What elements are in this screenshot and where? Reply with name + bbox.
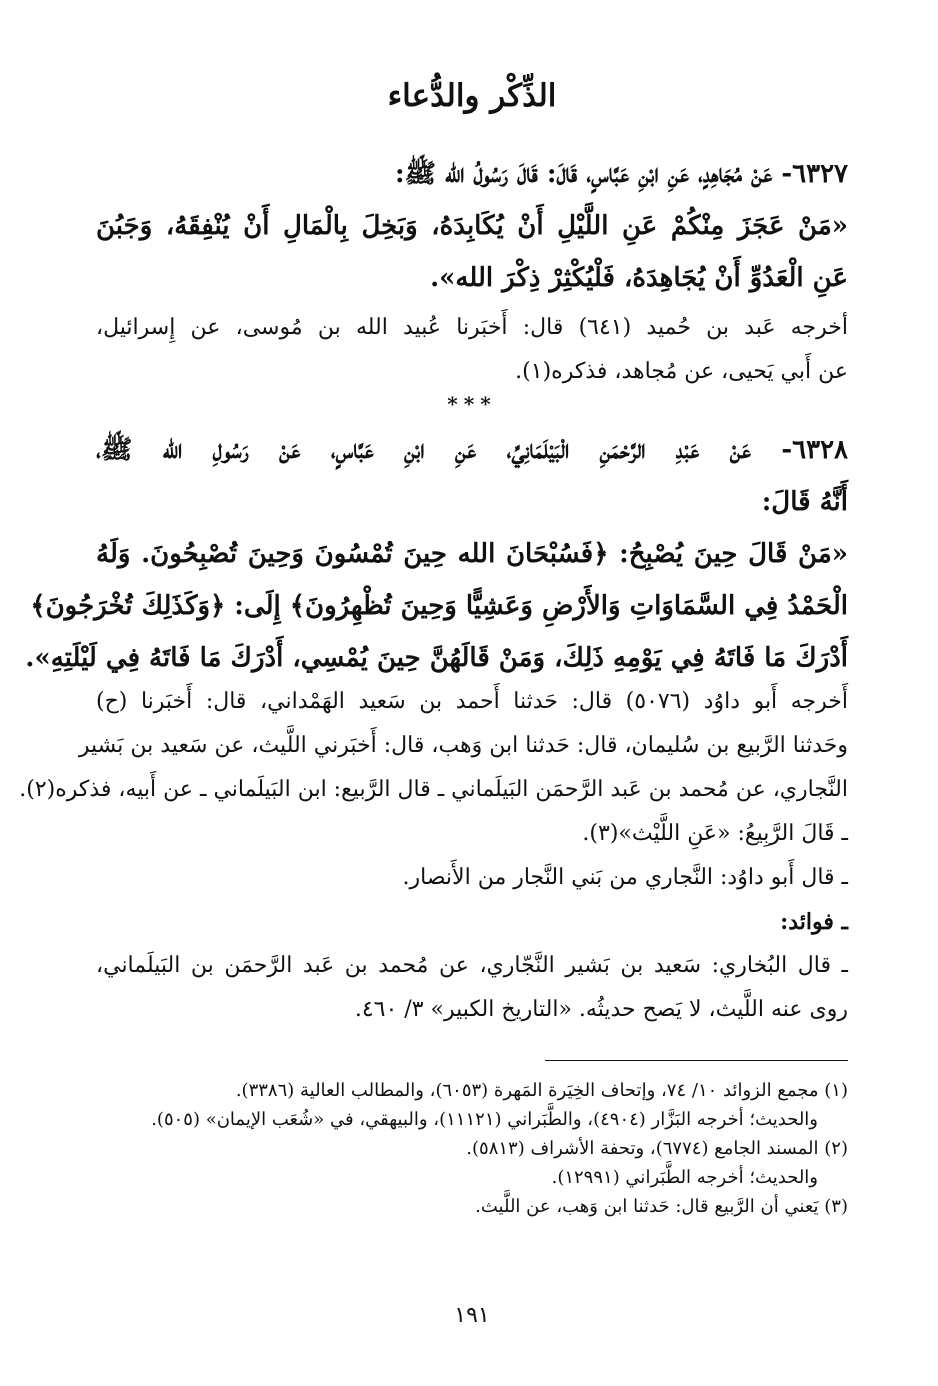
takhrij-line: أخرجه عَبد بن حُميد (٦٤١) قال: أَخبَرنا عُبيد الله بن مُوسى، عن إِسرائيل،	[96, 315, 848, 340]
hadith-line: الْحَمْدُ فِي السَّمَاوَاتِ وَالأَرْضِ وَعَشِيًّا وَحِينَ تُظْهِرُونَ﴾ إِلَى: ﴿وَكَذَلِكَ تُخْرَجُونَ﴾	[30, 591, 848, 621]
footnote-1: (١) مجمع الزوائد ١٠/ ٧٤، وإتحاف الخِيَرة المَهرة (٦٠٥٣)، والمطالب العالية (٣٣٨٦).	[235, 1080, 848, 1101]
footnote-1-cont: والحديث؛ أخرجه البَزَّار (٤٩٠٤)، والطَّبَراني (١١١٢١)، والبيهقي، في «شُعَب الإيمان» (٥٠٥).	[151, 1109, 818, 1130]
takhrij-6328	[19, 680, 848, 1032]
hadith-6328	[25, 424, 848, 684]
page-number: ١٩١	[454, 1303, 490, 1328]
takhrij-6327	[96, 306, 848, 394]
footnotes	[96, 1076, 848, 1221]
hadith-line: «مَنْ عَجَزَ مِنْكُمْ عَنِ اللَّيْلِ أَنْ يُكَابِدَهُ، وَبَخِلَ بِالْمَالِ أَنْ يُنْفِقَهُ، وَجَبُنَ	[96, 211, 848, 241]
hadith-line: أَدْرَكَ مَا فَاتَهُ فِي يَوْمِهِ ذَلِكَ، وَمَنْ قَالَهُنَّ حِينَ يُمْسِي، أَدْرَكَ مَا فَاتَهُ فِي لَيْلَتِهِ».	[25, 643, 848, 673]
hadith-line: أَنَّهُ قَالَ:	[761, 487, 848, 517]
section-separator: ***	[447, 392, 497, 416]
fawaid-line: ـ قال البُخاري: سَعيد بن بَشير النَّجّاري، عن مُحمد بن عَبد الرَّحمَن بن البَيلَماني،	[96, 953, 848, 978]
hadith-6327	[96, 148, 848, 304]
hadith-line: عَنِ الْعَدُوِّ أَنْ يُجَاهِدَهُ، فَلْيُكْثِرْ ذِكْرَ الله».	[430, 263, 848, 293]
footnote-divider	[545, 1060, 848, 1061]
takhrij-line: عن أَبي يَحيى، عن مُجاهد، فذكره(١).	[515, 359, 848, 384]
narrator-note: ـ قَالَ الرَّبِيعُ: «عَنِ اللَّيْث»(٣).	[582, 821, 848, 846]
takhrij-line: وحَدثنا الرَّبيع بن سُليمان، قال: حَدثنا ابن وَهب، قال: أَخبَرني اللَّيث، عن سَعيد بن بَشير	[78, 733, 848, 758]
hadith-line: ٦٣٢٨- عَنْ عَبْدِ الرَّحْمَنِ الْبَيْلَمَانِيِّ، عَنِ ابْنِ عَبَّاسٍ، عَنْ رَسُولِ الله ﷺ،	[96, 435, 848, 465]
footnote-2: (٢) المسند الجامع (٦٧٧٤)، وتحفة الأشراف (٥٨١٣).	[466, 1138, 848, 1159]
fawaid-label: ـ فوائد:	[780, 909, 848, 935]
takhrij-line: النَّجاري، عن مُحمد بن عَبد الرَّحمَن البَيلَماني ـ قال الرَّبيع: ابن البَيلَماني ـ عن أَبيه، فذكره(٢).	[19, 777, 848, 802]
footnote-2-cont: والحديث؛ أخرجه الطَّبَراني (١٢٩٩١).	[551, 1167, 818, 1188]
hadith-line: «مَنْ قَالَ حِينَ يُصْبِحُ: ﴿فَسُبْحَانَ الله حِينَ تُمْسُونَ وَحِينَ تُصْبِحُونَ. وَلَهُ	[96, 539, 848, 569]
takhrij-line: أَخرجه أَبو داوُد (٥٠٧٦) قال: حَدثنا أَحمد بن سَعيد الهَمْداني، قال: أَخبَرنا (ح)	[96, 689, 848, 714]
chapter-heading: الذِّكْر والدُّعاء	[387, 78, 557, 114]
book-page	[19, 0, 848, 1386]
narrator-note: ـ قال أَبو داوُد: النَّجاري من بَني النَّجار من الأَنصار.	[402, 865, 848, 890]
footnote-3: (٣) يَعني أن الرَّبيع قال: حَدثنا ابن وَهب، عن اللَّيث.	[475, 1196, 848, 1217]
fawaid-line: روى عنه اللَّيث، لا يَصح حديثُه. «التاريخ الكبير» ٣/ ٤٦٠.	[354, 997, 848, 1022]
hadith-line: ٦٣٢٧- عَنْ مُجَاهِدٍ، عَنِ ابْنِ عَبَّاسٍ، قَالَ: قَالَ رَسُولُ الله ﷺ:	[394, 159, 848, 189]
